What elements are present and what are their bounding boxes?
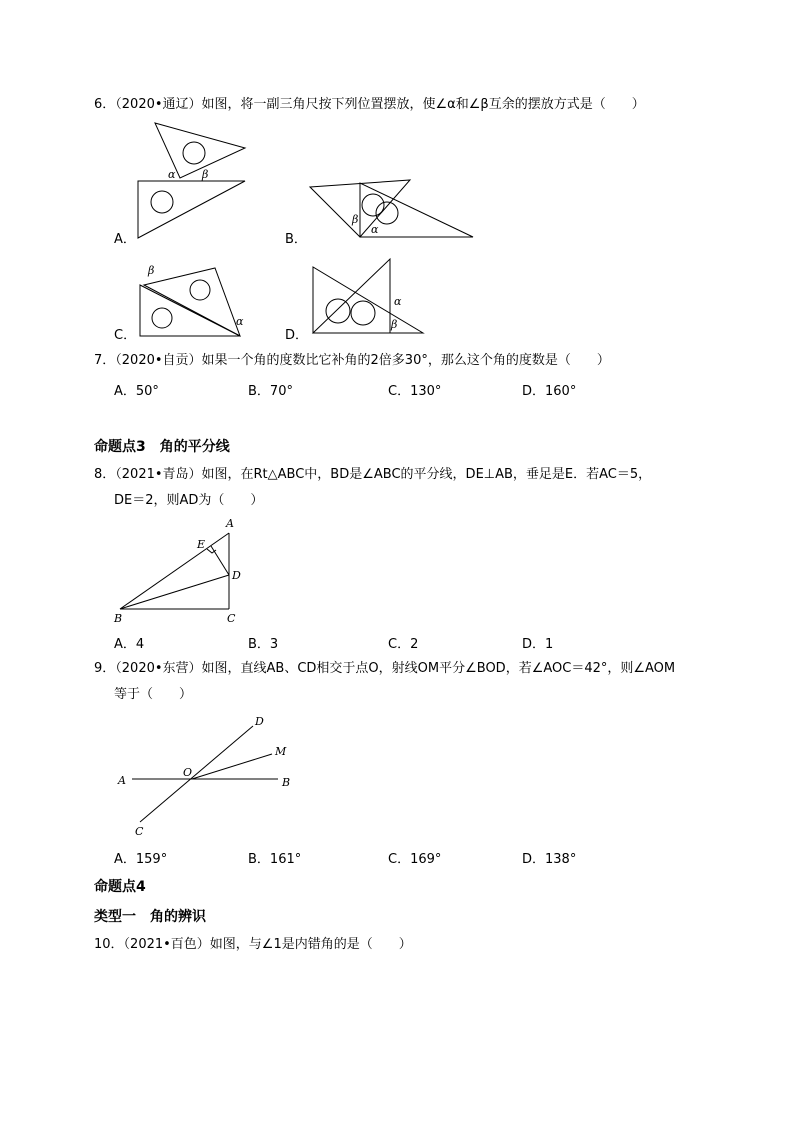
q7-stem: 7．（2020•自贡）如果一个角的度数比它补角的2倍多30°，那么这个角的度数是（ ） bbox=[94, 353, 610, 368]
q9-option-a[interactable]: A．159° bbox=[114, 852, 168, 867]
q9-stem-line2: 等于（ ） bbox=[114, 687, 193, 702]
q8-option-b[interactable]: B．3 bbox=[248, 637, 279, 652]
q8-stem-line2: DE＝2，则AD为（ ） bbox=[114, 493, 264, 508]
q8-point-a: A bbox=[226, 517, 234, 530]
q9-point-a: A bbox=[118, 774, 126, 787]
q6-d-alpha: α bbox=[394, 295, 402, 308]
q6-figure-a bbox=[130, 118, 260, 243]
q8-point-e: E bbox=[197, 538, 206, 551]
q8-stem-line1: 8．（2021•青岛）如图，在Rt△ABC中，BD是∠ABC的平分线，DE⊥AB，垂足是E．若AC＝5， bbox=[94, 467, 652, 482]
q9-option-b[interactable]: B．161° bbox=[248, 852, 302, 867]
q9-stem-line1: 9．（2020•东营）如图，直线AB、CD相交于点O，射线OM平分∠BOD，若∠AOC＝42°，则∠AOM bbox=[94, 661, 676, 676]
q6-a-alpha: α bbox=[168, 168, 176, 181]
q8-point-c: C bbox=[227, 612, 236, 625]
q8-point-d: D bbox=[232, 569, 241, 582]
q9-point-c: C bbox=[135, 825, 144, 838]
q8-option-d[interactable]: D．1 bbox=[522, 637, 554, 652]
q6-figure-c bbox=[130, 260, 255, 340]
q7-option-b[interactable]: B．70° bbox=[248, 384, 293, 399]
q6-d-beta: β bbox=[391, 318, 398, 331]
q9-point-d: D bbox=[255, 715, 264, 728]
q9-option-c[interactable]: C．169° bbox=[388, 852, 442, 867]
section-4-title: 命题点4 bbox=[94, 879, 146, 895]
q6-b-alpha: α bbox=[371, 223, 379, 236]
q6-c-beta: β bbox=[148, 264, 155, 277]
q6-figure-d bbox=[305, 255, 435, 340]
section-3-title: 命题点3 角的平分线 bbox=[94, 439, 230, 455]
q8-option-c[interactable]: C．2 bbox=[388, 637, 419, 652]
q6-c-alpha: α bbox=[236, 315, 244, 328]
q8-option-a[interactable]: A．4 bbox=[114, 637, 145, 652]
q9-point-o: O bbox=[183, 766, 193, 779]
q7-option-c[interactable]: C．130° bbox=[388, 384, 442, 399]
q9-option-d[interactable]: D．138° bbox=[522, 852, 577, 867]
q6-label-d: D． bbox=[285, 328, 309, 343]
q7-option-d[interactable]: D．160° bbox=[522, 384, 577, 399]
q7-option-a[interactable]: A．50° bbox=[114, 384, 159, 399]
q6-figure-b bbox=[305, 175, 480, 245]
q6-label-a: A． bbox=[114, 232, 136, 247]
q10-stem: 10．（2021•百色）如图，与∠1是内错角的是（ ） bbox=[94, 937, 412, 952]
q6-stem: 6．（2020•通辽）如图，将一副三角尺按下列位置摆放，使∠α和∠β互余的摆放方式是（ ） bbox=[94, 97, 645, 112]
q8-figure bbox=[110, 515, 250, 627]
q9-point-m: M bbox=[275, 745, 287, 758]
type-1-title: 类型一 角的辨识 bbox=[94, 909, 206, 925]
q8-point-b: B bbox=[114, 612, 123, 625]
q6-b-beta: β bbox=[352, 213, 359, 226]
q9-figure bbox=[110, 710, 300, 840]
q6-label-c: C． bbox=[114, 328, 137, 343]
q6-a-beta: β bbox=[202, 168, 209, 181]
q9-point-b: B bbox=[282, 776, 291, 789]
q6-label-b: B． bbox=[285, 232, 307, 247]
